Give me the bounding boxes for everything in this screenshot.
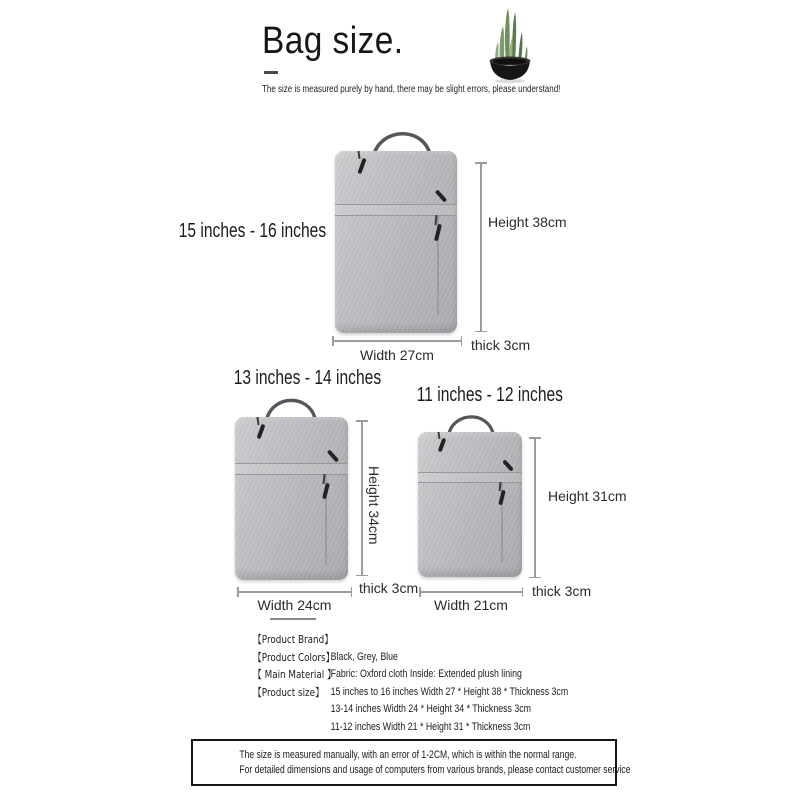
thickness-label: thick 3cm [532, 583, 592, 599]
bag-body [418, 432, 522, 577]
bag-handle [262, 392, 320, 420]
zipper-pull-icon [257, 424, 266, 439]
detail-row [253, 649, 568, 667]
width-label: Width 21cm [434, 597, 508, 613]
detail-label: 【Product Colors】 [253, 650, 335, 664]
height-label: Height 38cm [488, 214, 567, 230]
title-underline [264, 71, 278, 74]
bag-body [335, 151, 457, 333]
disclaimer-line-2: For detailed dimensions and usage of computers from various brands, please contact customer service [239, 763, 631, 776]
height-label: Height 34cm [366, 466, 382, 545]
thickness-label: thick 3cm [471, 337, 531, 353]
detail-row [253, 719, 568, 737]
bag-size-label: 13 inches - 14 inches [233, 367, 382, 389]
potted-plant-icon [482, 2, 538, 86]
zipper-pull-icon [434, 224, 442, 241]
width-dimension-line [419, 587, 523, 597]
zipper-pull-icon [435, 189, 447, 202]
detail-value: 13-14 inches Width 24 * Height 34 * Thickness 3cm [330, 703, 531, 715]
page-title: Bag size. [262, 20, 404, 62]
detail-row [253, 684, 568, 702]
width-dimension-line [332, 336, 462, 346]
detail-row [253, 701, 568, 719]
bag-size-label: 15 inches - 16 inches [178, 220, 327, 242]
detail-value: 11-12 inches Width 21 * Height 31 * Thickness 3cm [330, 720, 531, 733]
section-divider [270, 618, 316, 620]
detail-value: 15 inches to 16 inches Width 27 * Height 38 * Thickness 3cm [330, 685, 569, 698]
detail-label: 【 Main Material 】 [253, 668, 336, 681]
width-label: Width 27cm [360, 347, 434, 363]
thickness-label: thick 3cm [359, 580, 419, 596]
disclaimer-box [191, 739, 631, 786]
bag-size-label: 11 inches - 12 inches [416, 384, 563, 406]
height-dimension-line [475, 162, 487, 332]
detail-value: Black, Grey, Blue [330, 650, 398, 663]
height-dimension-line [529, 437, 541, 578]
height-label: Height 31cm [548, 488, 627, 504]
detail-label: 【Product Brand】 [253, 633, 334, 646]
zipper-pull-icon [438, 438, 447, 453]
bag-body [235, 417, 348, 580]
detail-value: Fabric: Oxford cloth Inside: Extended plush lining [330, 668, 522, 680]
subtitle-note: The size is measured purely by hand, there may be slight errors, please understand! [262, 84, 561, 95]
detail-row [253, 666, 568, 684]
zipper-pull-icon [502, 459, 514, 471]
product-details [253, 631, 568, 736]
detail-label: 【Product size】 [253, 685, 324, 699]
detail-row [253, 631, 568, 649]
width-dimension-line [237, 587, 352, 597]
zipper-pull-icon [322, 483, 330, 499]
detail-label [253, 719, 331, 737]
zipper-pull-icon [357, 158, 366, 174]
zipper-pull-icon [327, 449, 339, 462]
disclaimer-line-1: The size is measured manually, with an error of 1-2CM, which is within the normal range. [239, 748, 577, 761]
width-label: Width 24cm [257, 597, 332, 613]
detail-label [253, 701, 331, 719]
zipper-pull-icon [498, 490, 506, 506]
